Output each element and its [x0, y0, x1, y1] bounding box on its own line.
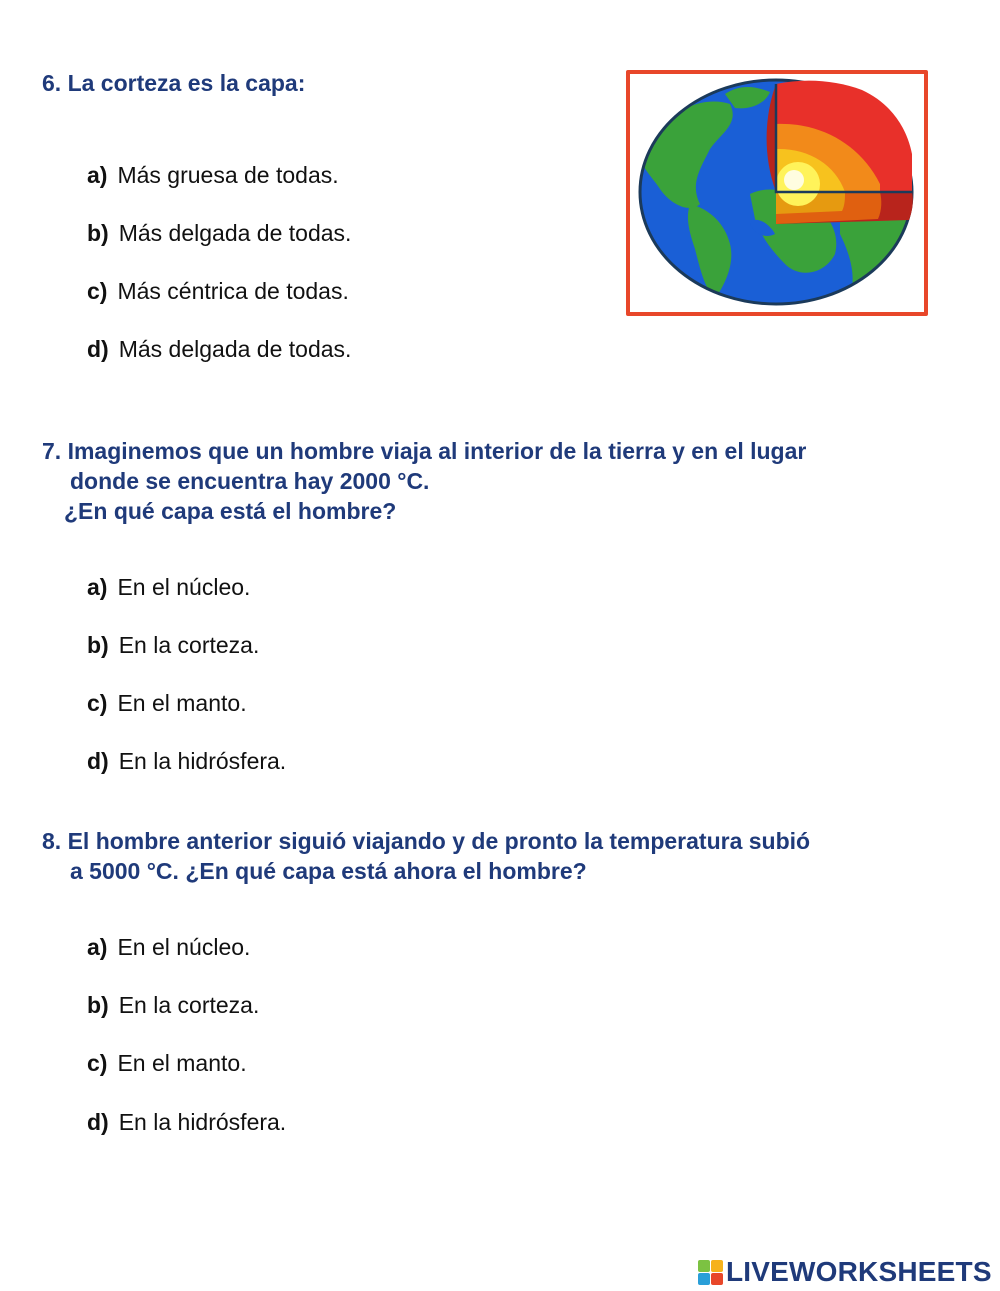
question-6-title — [42, 68, 305, 98]
question-8-option-c[interactable] — [87, 1048, 247, 1078]
option-text: En la corteza. — [118, 632, 260, 658]
option-letter: c) — [87, 1050, 108, 1076]
logo-block-e — [711, 1273, 723, 1285]
question-7-line-3: ¿En qué capa está el hombre? — [64, 498, 397, 524]
earth-layers-image-frame — [626, 70, 928, 316]
option-letter: b) — [87, 220, 109, 246]
question-7-title — [42, 436, 806, 526]
question-7-line-2: donde se encuentra hay 2000 °C. — [70, 468, 430, 494]
question-8-option-a[interactable] — [87, 932, 250, 962]
question-7-option-b[interactable] — [87, 630, 259, 660]
question-8-option-d[interactable] — [87, 1107, 286, 1137]
question-6-option-a[interactable] — [87, 160, 339, 190]
option-letter: a) — [87, 574, 108, 600]
logo-block-v — [698, 1273, 710, 1285]
option-letter: a) — [87, 934, 108, 960]
question-6-option-d[interactable] — [87, 334, 351, 364]
logo-block-i — [711, 1260, 723, 1272]
option-text: En el núcleo. — [117, 574, 251, 600]
option-text: En la corteza. — [118, 992, 260, 1018]
question-7-option-d[interactable] — [87, 746, 286, 776]
question-7-line-1: 7. Imaginemos que un hombre viaja al interior de la tierra y en el lugar — [42, 438, 807, 464]
question-8-line-1: 8. El hombre anterior siguió viajando y de pronto la temperatura subió — [42, 828, 811, 854]
option-text: En la hidrósfera. — [118, 1109, 287, 1135]
option-text: En la hidrósfera. — [118, 748, 287, 774]
question-7-option-c[interactable] — [87, 688, 247, 718]
question-8-option-b[interactable] — [87, 990, 259, 1020]
question-6-option-c[interactable] — [87, 276, 349, 306]
question-8-line-2: a 5000 °C. ¿En qué capa está ahora el hombre? — [70, 858, 587, 884]
earth-layers-illustration-icon — [630, 74, 924, 312]
option-letter: d) — [87, 336, 109, 362]
question-6-line-1: 6. La corteza es la capa: — [42, 70, 306, 96]
question-6-option-b[interactable] — [87, 218, 351, 248]
option-text: Más delgada de todas. — [118, 336, 352, 362]
liveworksheets-brand[interactable] — [698, 1255, 992, 1289]
liveworksheets-logo-icon — [698, 1260, 723, 1285]
question-7-option-a[interactable] — [87, 572, 250, 602]
brand-wordmark: LIVEWORKSHEETS — [726, 1256, 992, 1287]
option-text: Más gruesa de todas. — [117, 162, 339, 188]
option-text: En el manto. — [117, 1050, 247, 1076]
option-letter: a) — [87, 162, 108, 188]
option-text: Más céntrica de todas. — [117, 278, 349, 304]
option-text: Más delgada de todas. — [118, 220, 352, 246]
question-8-title — [42, 826, 810, 886]
option-letter: c) — [87, 278, 108, 304]
option-letter: d) — [87, 1109, 109, 1135]
option-letter: b) — [87, 632, 109, 658]
option-letter: b) — [87, 992, 109, 1018]
option-letter: c) — [87, 690, 108, 716]
logo-block-l — [698, 1260, 710, 1272]
option-letter: d) — [87, 748, 109, 774]
option-text: En el núcleo. — [117, 934, 251, 960]
option-text: En el manto. — [117, 690, 247, 716]
